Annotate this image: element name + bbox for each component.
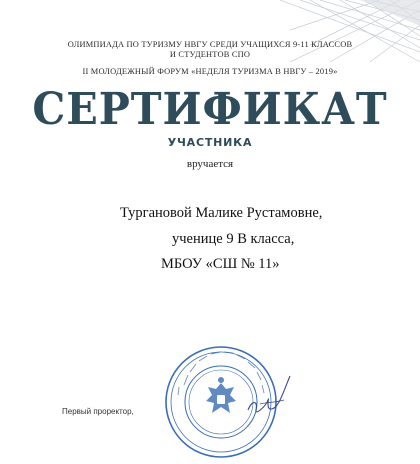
signatory-position: Первый проректор, [62, 407, 134, 416]
recipient-name: Тургановой Малике Рустамовне, [120, 205, 323, 221]
recipient-school: МБОУ «СШ № 11» [161, 256, 280, 272]
event-title-line-2: И СТУДЕНТОВ СПО [169, 49, 251, 59]
awarded-text: вручается [186, 158, 234, 170]
certificate-subtitle: УЧАСТНИКА [167, 136, 253, 149]
certificate-title: СЕРТИФИКАТ [32, 84, 388, 135]
recipient-grade: ученице 9 В класса, [172, 231, 295, 247]
event-title-line-1: ОЛИМПИАДА ПО ТУРИЗМУ НВГУ СРЕДИ УЧАЩИХСЯ 9-11 КЛАССОВ [67, 40, 353, 49]
handwritten-signature-icon [240, 370, 300, 420]
forum-title: II МОЛОДЕЖНЫЙ ФОРУМ «НЕДЕЛЯ ТУРИЗМА В НВГУ – 2019» [82, 67, 338, 76]
